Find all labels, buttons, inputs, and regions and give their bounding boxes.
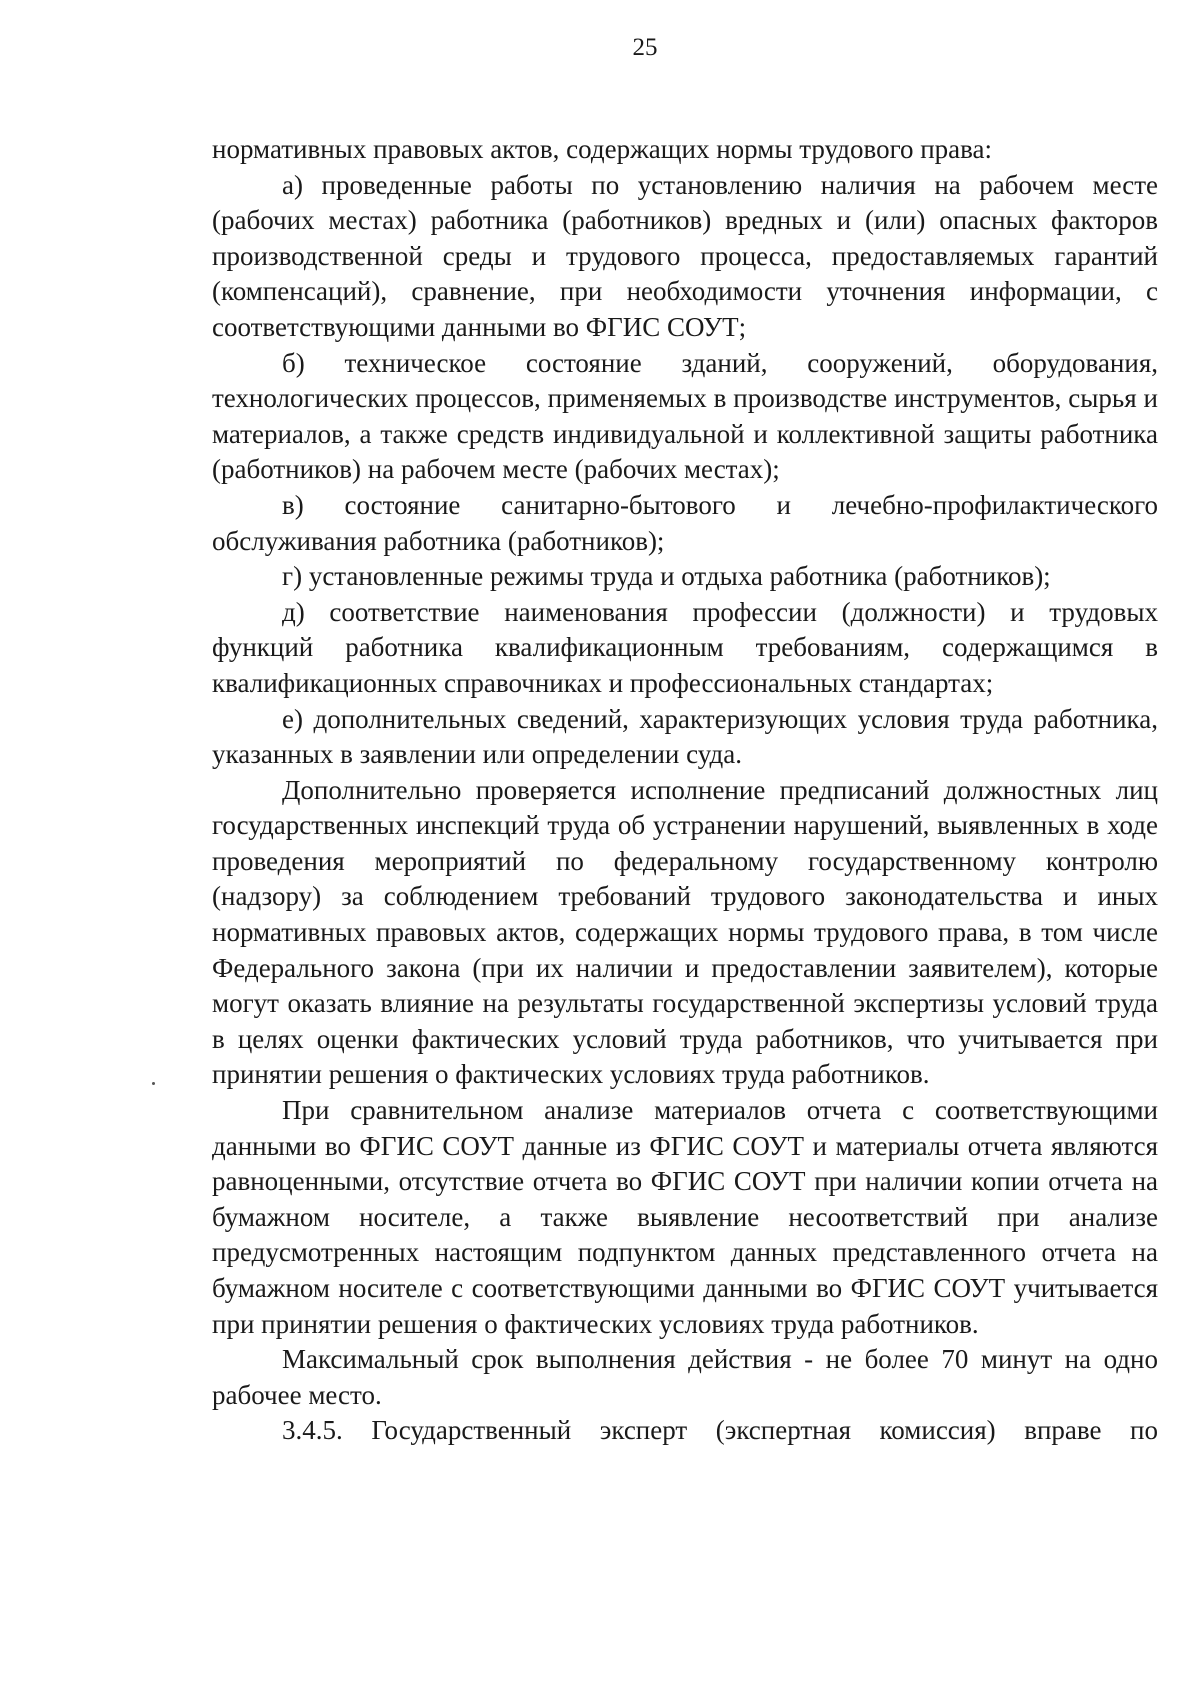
scan-artifact [152,1082,155,1085]
list-item-b: б) техническое состояние зданий, сооружений, оборудования, технологических процессов, применяемых в производстве инструментов, сырья и материалов, а также средств индивидуальной и коллективной защиты работника (работников) на рабочем месте (рабочих местах); [212,347,1158,485]
list-item-v: в) состояние санитарно-бытового и лечебно-профилактического обслуживания работника (работников); [212,489,1158,556]
paragraph-continuation: нормативных правовых актов, содержащих нормы трудового права: [212,134,993,164]
paragraph-additional-check: Дополнительно проверяется исполнение предписаний должностных лиц государственных инспекций труда об устранении нарушений, выявленных в ходе проведения мероприятий по федеральному государственному контролю (надзору) за соблюдением требований трудового законодательства и иных нормативных правовых актов, содержащих нормы трудового права, в том числе Федерального закона (при их наличии и предоставлении заявителем), которые могут оказать влияние на результаты государственной экспертизы условий труда в целях оценки фактических условий труда работников, что учитывается при принятии решения о фактических условиях труда работников. [212,774,1158,1090]
paragraph-comparative-analysis: При сравнительном анализе материалов отчета с соответствующими данными во ФГИС СОУТ данные из ФГИС СОУТ и материалы отчета являются равноценными, отсутствие отчета во ФГИС СОУТ при наличии копии отчета на бумажном носителе, а также выявление несоответствий при анализе предусмотренных настоящим подпунктом данных представленного отчета на бумажном носителе с соответствующими данными во ФГИС СОУТ учитывается при принятии решения о фактических условиях труда работников. [212,1095,1158,1339]
paragraph-max-duration: Максимальный срок выполнения действия - не более 70 минут на одно рабочее место. [212,1344,1158,1410]
list-item-e: е) дополнительных сведений, характеризующих условия труда работника, указанных в заявлении или определении суда. [212,703,1158,770]
list-item-d: д) соответствие наименования профессии (должности) и трудовых функций работника квалификационным требованиям, содержащимся в квалификационных справочниках и профессиональных стандартах; [212,596,1158,698]
list-item-g: г) установленные режимы труда и отдыха работника (работников); [282,561,1051,592]
page-number: 25 [632,34,658,61]
list-item-a: а) проведенные работы по установлению наличия на рабочем месте (рабочих местах) работника (работников) вредных и (или) опасных факторов производственной среды и трудового процесса, предоставляемых гарантий (компенсаций), сравнение, при необходимости уточнения информации, с соответствующими данными во ФГИС СОУТ; [212,169,1158,342]
section-3-4-5-start: 3.4.5. Государственный эксперт (экспертная комиссия) вправе по [282,1415,1158,1446]
document-body [212,132,1158,1449]
